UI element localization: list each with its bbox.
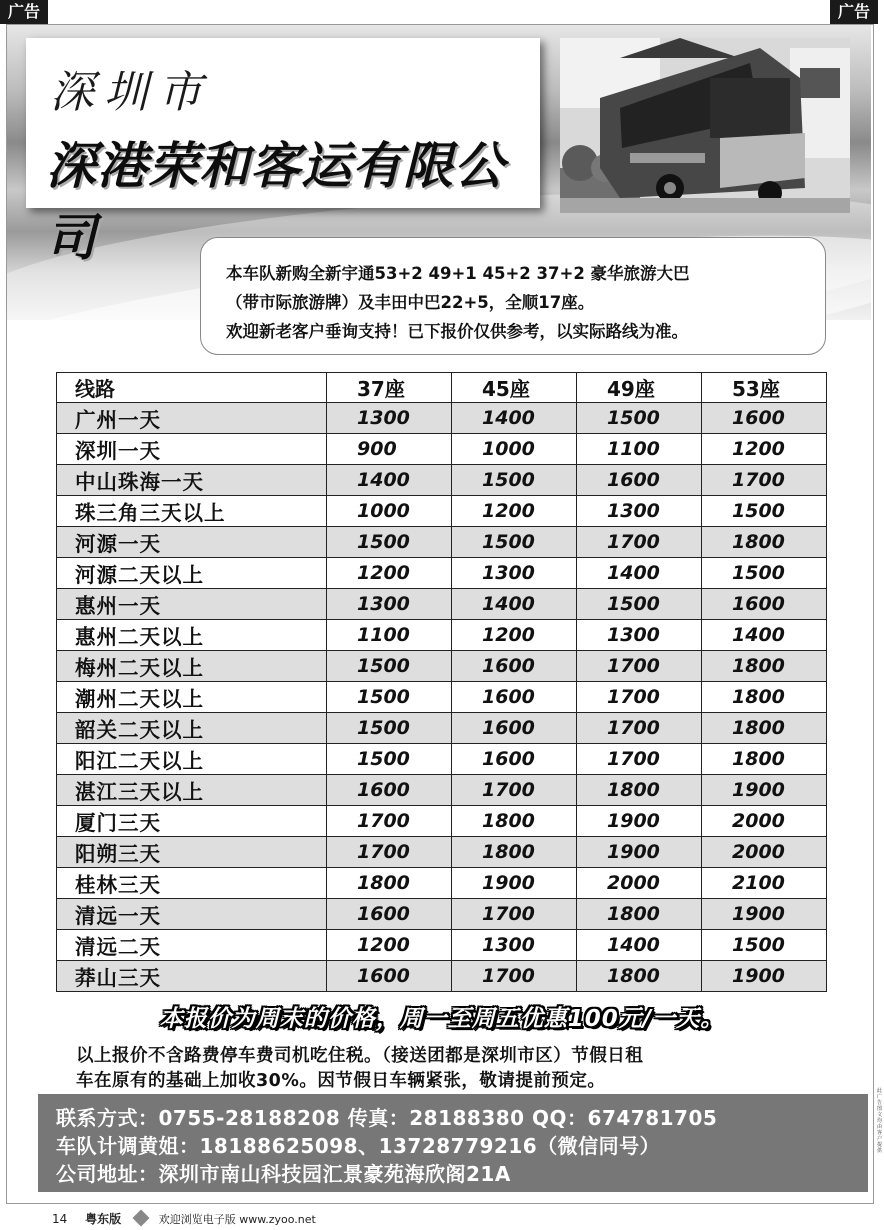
price-cell: 1800 [577,961,702,992]
price-cell: 1500 [327,744,452,775]
header-37-seat: 37座 [327,373,452,403]
price-cell: 1200 [452,620,577,651]
contact-address-line: 公司地址：深圳市南山科技园汇景豪苑海欣阁21A [56,1162,511,1186]
price-cell: 1600 [702,589,827,620]
table-row [57,558,827,589]
route-cell: 潮州二天以上 [57,682,327,713]
header-route: 线路 [57,373,327,403]
route-cell: 阳朔三天 [57,837,327,868]
price-cell: 1900 [702,775,827,806]
price-cell: 1000 [452,434,577,465]
price-cell: 1400 [452,589,577,620]
price-cell: 1500 [327,651,452,682]
price-cell: 1100 [577,434,702,465]
table-row [57,837,827,868]
intro-line-3: 欢迎新老客户垂询支持！已下报价仅供参考，以实际路线为准。 [226,322,688,341]
company-name: 深港荣和客运有限公司 [46,137,505,267]
table-row [57,899,827,930]
route-cell: 广州一天 [57,403,327,434]
price-cell: 1200 [327,930,452,961]
price-cell: 1500 [702,558,827,589]
price-cell: 1600 [327,961,452,992]
price-cell: 1800 [702,744,827,775]
price-cell: 1300 [577,620,702,651]
price-cell: 1800 [327,868,452,899]
diamond-logo-icon [132,1210,149,1227]
route-cell: 中山珠海一天 [57,465,327,496]
price-cell: 1900 [702,899,827,930]
price-cell: 1800 [702,682,827,713]
price-cell: 1500 [702,930,827,961]
table-header-row [57,373,827,403]
price-cell: 1400 [577,558,702,589]
table-row [57,589,827,620]
price-cell: 1400 [577,930,702,961]
intro-line-2: （带市际旅游牌）及丰田中巴22+5，全顺17座。 [226,293,595,312]
route-cell: 湛江三天以上 [57,775,327,806]
price-cell: 1800 [577,775,702,806]
table-row [57,403,827,434]
route-cell: 桂林三天 [57,868,327,899]
side-disclaimer: 此广告图文均由客户提供 [877,1088,883,1154]
price-cell: 2000 [702,806,827,837]
price-cell: 1300 [452,930,577,961]
header-49-seat: 49座 [577,373,702,403]
route-cell: 河源二天以上 [57,558,327,589]
header-45-seat: 45座 [452,373,577,403]
price-cell: 1700 [452,775,577,806]
price-cell: 1600 [702,403,827,434]
price-cell: 1900 [452,868,577,899]
price-cell: 900 [327,434,452,465]
price-cell: 1600 [452,682,577,713]
route-cell: 河源一天 [57,527,327,558]
route-cell: 梅州二天以上 [57,651,327,682]
price-cell: 1600 [327,775,452,806]
route-cell: 韶关二天以上 [57,713,327,744]
ad-label-right: 广告 [830,0,878,24]
price-cell: 2000 [702,837,827,868]
route-cell: 厦门三天 [57,806,327,837]
price-cell: 1700 [577,744,702,775]
page-footer [52,1210,316,1227]
city-name: 深圳市 [50,67,212,118]
route-cell: 阳江二天以上 [57,744,327,775]
bus-photo [560,38,850,213]
price-cell: 1500 [327,682,452,713]
price-cell: 1700 [577,682,702,713]
route-cell: 惠州二天以上 [57,620,327,651]
price-cell: 1400 [452,403,577,434]
price-cell: 1700 [577,527,702,558]
price-cell: 1800 [452,837,577,868]
website-link[interactable]: 欢迎浏览电子版 www.zyoo.net [158,1213,316,1226]
header-53-seat: 53座 [702,373,827,403]
price-cell: 2000 [577,868,702,899]
table-row [57,465,827,496]
price-cell: 1300 [327,403,452,434]
price-cell: 1700 [702,465,827,496]
table-row [57,496,827,527]
ad-label-left: 广告 [0,0,48,24]
price-cell: 1500 [327,527,452,558]
contact-block [38,1094,868,1192]
weekend-promo-banner: 本报价为周末的价格，周一至周五优惠100元/一天。 [159,1006,725,1032]
price-cell: 1700 [577,651,702,682]
price-cell: 1800 [452,806,577,837]
price-cell: 1700 [452,899,577,930]
table-row [57,775,827,806]
price-cell: 1900 [702,961,827,992]
table-row [57,713,827,744]
table-row [57,930,827,961]
price-cell: 1500 [702,496,827,527]
price-cell: 1600 [577,465,702,496]
table-row [57,961,827,992]
price-cell: 1200 [327,558,452,589]
price-cell: 1500 [327,713,452,744]
price-cell: 1500 [577,403,702,434]
price-cell: 1800 [577,899,702,930]
pricing-note-line-2: 车在原有的基础上加收30%。因节假日车辆紧张，敬请提前预定。 [76,1071,606,1091]
price-cell: 1700 [327,806,452,837]
route-cell: 清远二天 [57,930,327,961]
table-row [57,620,827,651]
price-cell: 1600 [452,744,577,775]
route-cell: 深圳一天 [57,434,327,465]
price-cell: 1600 [327,899,452,930]
contact-dispatcher-line: 车队计调黄姐：18188625098、13728779216（微信同号） [56,1134,661,1158]
price-cell: 1300 [452,558,577,589]
price-cell: 1400 [327,465,452,496]
price-cell: 2100 [702,868,827,899]
page-number: 14 [52,1212,68,1226]
price-cell: 1900 [577,837,702,868]
price-cell: 1000 [327,496,452,527]
price-cell: 1200 [452,496,577,527]
table-row [57,682,827,713]
table-row [57,527,827,558]
pricing-note-line-1: 以上报价不含路费停车费司机吃住税。（接送团都是深圳市区）节假日租 [76,1046,644,1066]
edition-label: 粤东版 [85,1212,122,1226]
intro-line-1: 本车队新购全新宇通53+2 49+1 45+2 37+2 豪华旅游大巴 [226,264,690,283]
route-cell: 珠三角三天以上 [57,496,327,527]
route-cell: 莽山三天 [57,961,327,992]
price-cell: 1800 [702,651,827,682]
price-cell: 1900 [577,806,702,837]
table-row [57,868,827,899]
price-cell: 1500 [452,465,577,496]
price-cell: 1800 [702,713,827,744]
price-cell: 1400 [702,620,827,651]
tour-bus-icon [560,38,850,213]
table-row [57,651,827,682]
table-row [57,434,827,465]
price-cell: 1600 [452,651,577,682]
price-cell: 1700 [577,713,702,744]
route-cell: 惠州一天 [57,589,327,620]
price-cell: 1300 [577,496,702,527]
price-cell: 1800 [702,527,827,558]
price-cell: 1500 [452,527,577,558]
price-cell: 1700 [327,837,452,868]
price-cell: 1200 [702,434,827,465]
price-cell: 1600 [452,713,577,744]
price-cell: 1700 [452,961,577,992]
intro-box [200,237,826,355]
title-card [26,38,540,267]
price-cell: 1100 [327,620,452,651]
price-cell: 1500 [577,589,702,620]
table-row [57,806,827,837]
price-cell: 1300 [327,589,452,620]
table-row [57,744,827,775]
contact-phone-line: 联系方式：0755-28188208 传真：28188380 QQ：674781705 [56,1106,718,1130]
route-cell: 清远一天 [57,899,327,930]
price-table [56,372,827,992]
